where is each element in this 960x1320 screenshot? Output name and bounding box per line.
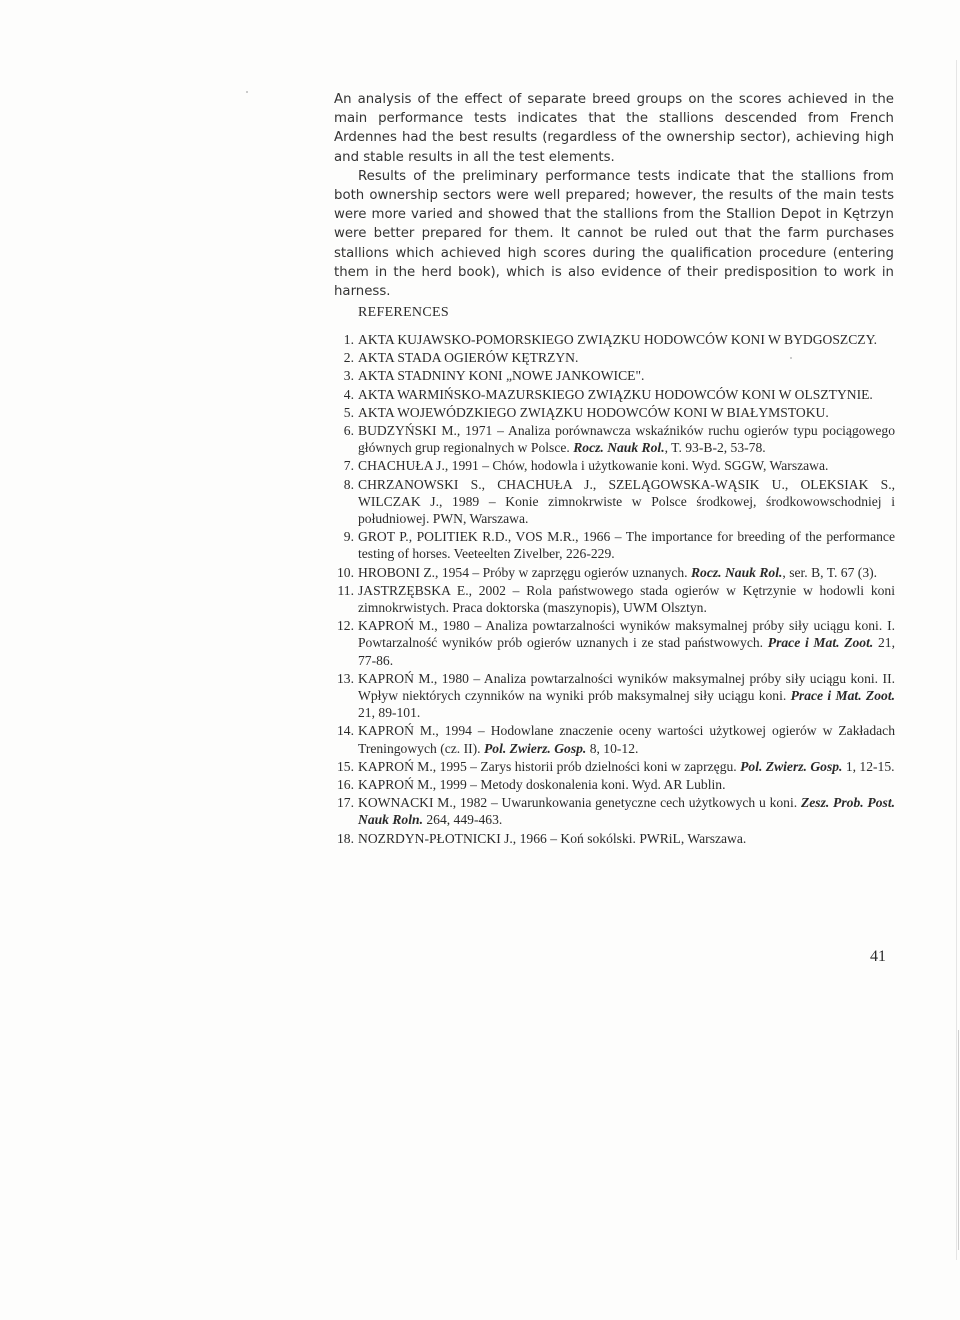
reference-main-text: KAPROŃ M., 1999 – Metody doskonalenia koni. Wyd. AR Lublin. [358, 777, 726, 793]
reference-item [334, 404, 895, 421]
reference-number: 8. [343, 476, 354, 492]
reference-main-text: AKTA WOJEWÓDZKIEGO ZWIĄZKU HODOWCÓW KONI W BIAŁYMSTOKU. [358, 404, 829, 420]
reference-journal: Pol. Zwierz. Gosp. [740, 758, 843, 774]
reference-main-text: AKTA STADA OGIERÓW KĘTRZYN. [358, 350, 579, 366]
reference-main-text: KOWNACKI M., 1982 – Uwarunkowania genetyczne cech użytkowych u koni. [358, 795, 801, 811]
reference-details: 1, 12-15. [842, 758, 895, 774]
reference-number: 7. [343, 458, 354, 474]
reference-main-text: KAPROŃ M., 1995 – Zarys historii prób dzielności koni w zaprzęgu. [358, 758, 741, 774]
reference-number: 6. [343, 423, 354, 439]
reference-number: 10. [337, 564, 354, 580]
reference-details: , T. 93-B-2, 53-78. [664, 440, 766, 456]
reference-main-text: KAPROŃ M., 1994 – Hodowlane znaczenie oceny wartości użytkowej ogierów w Zakładach Treningowych (cz. II). [358, 723, 895, 756]
reference-item [334, 528, 895, 562]
reference-text [358, 386, 895, 403]
reference-text [358, 528, 895, 562]
reference-number: 13. [337, 670, 354, 686]
page-number: 41 [870, 948, 886, 965]
reference-text [358, 794, 895, 828]
references-list [334, 331, 895, 848]
reference-number: 15. [337, 758, 354, 774]
reference-journal: Rocz. Nauk Rol. [573, 440, 665, 456]
reference-details: , ser. B, T. 67 (3). [782, 564, 878, 580]
reference-text [358, 331, 895, 348]
reference-text [358, 722, 895, 756]
reference-main-text: NOZRDYN-PŁOTNICKI J., 1966 – Koń sokólski. PWRiL, Warszawa. [358, 830, 747, 846]
reference-number: 17. [337, 795, 354, 811]
reference-item [334, 582, 895, 616]
scan-speck [246, 91, 248, 93]
reference-number: 3. [343, 368, 354, 384]
reference-number: 1. [343, 332, 354, 347]
reference-item [334, 386, 895, 403]
reference-journal: Rocz. Nauk Rol. [690, 564, 783, 580]
reference-item [334, 367, 895, 384]
reference-number: 12. [337, 618, 354, 634]
reference-text [358, 758, 895, 775]
reference-item [334, 564, 895, 581]
reference-item [334, 349, 895, 366]
reference-item [334, 422, 895, 456]
paragraph: Results of the preliminary performance tests indicate that the stallions from both ownership sectors were well prepared; however, the results of the main tests were more varied and showed that the stallions from the Stallion Depot in Kętrzyn were better prepared for them. It cannot be ruled out that the farm purchases stallions which achieved high scores during the qualification procedure (entering them in the herd book), which is also evidence of their predisposition to work in harness. [334, 168, 894, 300]
reference-text [358, 367, 895, 384]
reference-main-text: AKTA WARMIŃSKO-MAZURSKIEGO ZWIĄZKU HODOWCÓW KONI W OLSZTYNIE. [358, 386, 873, 402]
reference-number: 5. [343, 404, 354, 420]
body-text [334, 90, 894, 301]
reference-main-text: KAPROŃ M., 1980 – Analiza powtarzalności wyników maksymalnej próby siły uciągu koni. II. Wpływ niektórych czynników na wyniki prób maksymalnej siły uciągu koni. [358, 670, 895, 704]
scan-edge-dark [958, 1030, 959, 1250]
references-heading: REFERENCES [358, 305, 449, 320]
reference-number: 16. [337, 777, 354, 793]
reference-text [358, 349, 895, 366]
reference-journal: Zesz. Prob. Post. Nauk Roln. [358, 795, 895, 828]
reference-text [358, 830, 895, 847]
reference-details: 21, 77-86. [358, 635, 896, 668]
reference-item [334, 776, 895, 793]
reference-item [334, 617, 895, 669]
reference-main-text: GROT P., POLITIEK R.D., VOS M.R., 1966 – The importance for breeding of the performance testing of horses. Veeteelten Zivelber, 226-229. [358, 529, 895, 562]
reference-text [358, 582, 895, 616]
reference-main-text: BUDZYŃSKI M., 1971 – Analiza porównawcza wskaźników ruchu ogierów typu pociągowego głównych grup regionalnych w Polsce. [358, 423, 895, 456]
reference-number: 9. [343, 529, 354, 545]
reference-number: 11. [337, 582, 354, 598]
reference-item [334, 794, 895, 828]
reference-main-text: AKTA KUJAWSKO-POMORSKIEGO ZWIĄZKU HODOWCÓW KONI W BYDGOSZCZY. [358, 332, 878, 347]
reference-item [334, 331, 895, 348]
reference-journal: Pol. Zwierz. Gosp. [483, 740, 587, 756]
reference-main-text: KAPROŃ M., 1980 – Analiza powtarzalności wyników maksymalnej próby siły uciągu koni. I. Powtarzalność wyników prób ogierów uznanych i ze stad państwowych. [358, 618, 895, 651]
reference-journal: Prace i Mat. Zoot. [790, 688, 896, 704]
reference-item [334, 476, 895, 528]
reference-item [334, 722, 895, 756]
reference-journal: Prace i Mat. Zoot. [767, 635, 874, 651]
reference-text [358, 617, 895, 669]
reference-item [334, 670, 895, 722]
reference-details: 21, 89-101. [358, 705, 421, 721]
reference-text [358, 670, 895, 722]
reference-item [334, 457, 895, 474]
reference-text [358, 564, 895, 581]
reference-number: 18. [337, 830, 354, 846]
reference-item [334, 758, 895, 775]
reference-text [358, 776, 895, 793]
scan-edge [956, 60, 957, 1260]
reference-main-text: JASTRZĘBSKA E., 2002 – Rola państwowego stada ogierów w Kętrzynie w hodowli koni zimnokrwistych. Praca doktorska (maszynopis), UWM Olsztyn. [358, 582, 895, 616]
reference-number: 14. [337, 723, 354, 739]
reference-text [358, 422, 895, 456]
reference-details: 264, 449-463. [422, 812, 503, 828]
reference-details: 8, 10-12. [586, 740, 639, 756]
reference-text [358, 404, 895, 421]
reference-main-text: HROBONI Z., 1954 – Próby w zaprzęgu ogierów uznanych. [358, 564, 691, 580]
reference-item [334, 830, 895, 847]
reference-main-text: AKTA STADNINY KONI „NOWE JANKOWICE". [358, 368, 645, 384]
reference-number: 4. [343, 386, 354, 402]
reference-main-text: CHACHUŁA J., 1991 – Chów, hodowla i użytkowanie koni. Wyd. SGGW, Warszawa. [358, 458, 829, 474]
paragraph: An analysis of the effect of separate breed groups on the scores achieved in the main performance tests indicates that the stallions descended from French Ardennes had the best results (regardless of the ownership sector), achieving high and stable results in all the test elements. [334, 92, 894, 165]
reference-text [358, 476, 895, 528]
reference-main-text: CHRZANOWSKI S., CHACHUŁA J., SZELĄGOWSKA-WĄSIK U., OLEKSIAK S., WILCZAK J., 1989 – Konie zimnokrwiste w Polsce środkowej, środkowowschodniej i południowej. PWN, Warszawa. [358, 476, 895, 527]
reference-number: 2. [343, 350, 354, 366]
reference-text [358, 457, 895, 474]
